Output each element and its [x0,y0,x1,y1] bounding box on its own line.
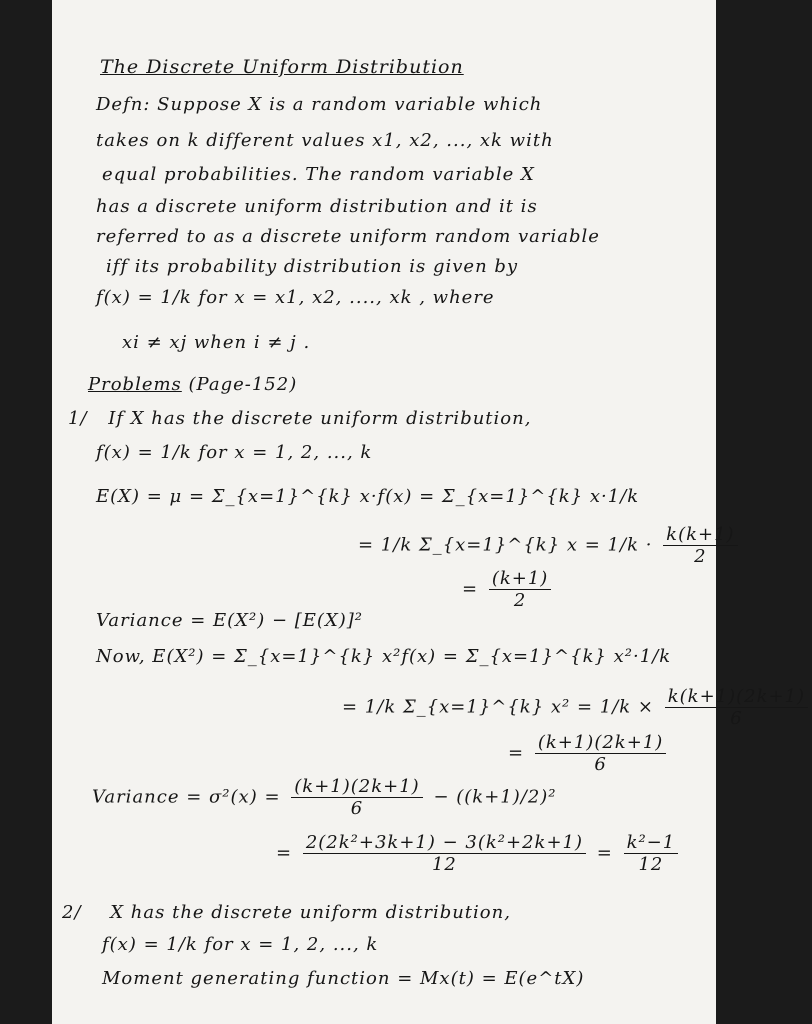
definition-line: iff its probability distribution is given by [106,256,519,277]
notebook-page [52,0,806,1024]
problem-2-pmf: f(x) = 1/k for x = 1, 2, ..., k [102,934,379,955]
ex2-step-2: = 1/k Σ_{x=1}^{k} x² = 1/k × $\frac{k(k+1)(2k+1)}{6}$ [342,686,812,729]
problems-page-ref: (Page-152) [188,374,298,395]
definition-line: Defn: Suppose X is a random variable which [96,94,543,115]
problems-heading-row [88,374,297,395]
definition-line: f(x) = 1/k for x = x1, x2, ...., xk , where [96,287,495,308]
problem-1-pmf: f(x) = 1/k for x = 1, 2, ..., k [96,442,373,463]
definition-line: referred to as a discrete uniform random variable [96,226,600,247]
definition-line: has a discrete uniform distribution and it is [96,196,538,217]
mean-step-1: E(X) = μ = Σ_{x=1}^{k} x·f(x) = Σ_{x=1}^{k} x·1/k [96,486,640,507]
definition-line: equal probabilities. The random variable X [102,164,535,185]
mean-result: = $\frac{(k+1)}{2}$ [462,568,555,611]
problem-1-label: 1/ [68,408,88,429]
ex2-step-1: Now, E(X²) = Σ_{x=1}^{k} x²f(x) = Σ_{x=1}^{k} x²·1/k [96,646,672,667]
problem-2-mgf: Moment generating function = Mx(t) = E(e^tX) [102,968,585,989]
variance-step-2: = $\frac{\text{2(2k²+3k+1) − 3(k²+2k+1)}}{12}$ = $\frac{\text{k²−1}}{12}$ [276,832,682,875]
page-title: The Discrete Uniform Distribution [100,56,464,78]
definition-line: xi ≠ xj when i ≠ j . [122,332,311,353]
definition-line: takes on k different values x1, x2, ..., xk with [96,130,554,151]
problem-2-statement: 2/ X has the discrete uniform distribution, [62,902,511,923]
problem-2-label: 2/ [62,902,82,923]
variance-step-1: Variance = σ²(x) = $\frac{(k+1)(2k+1)}{6}$ − ((k+1)/2)² [92,776,557,819]
variance-definition: Variance = E(X²) − [E(X)]² [96,610,364,631]
ex2-result: = $\frac{(k+1)(2k+1)}{6}$ [508,732,670,775]
mean-step-2: = 1/k Σ_{x=1}^{k} x = 1/k · $\frac{k(k+1)}{2}$ [358,524,742,567]
problem-1-statement: 1/ If X has the discrete uniform distribution, [68,408,532,429]
problems-heading: Problems [88,374,182,395]
